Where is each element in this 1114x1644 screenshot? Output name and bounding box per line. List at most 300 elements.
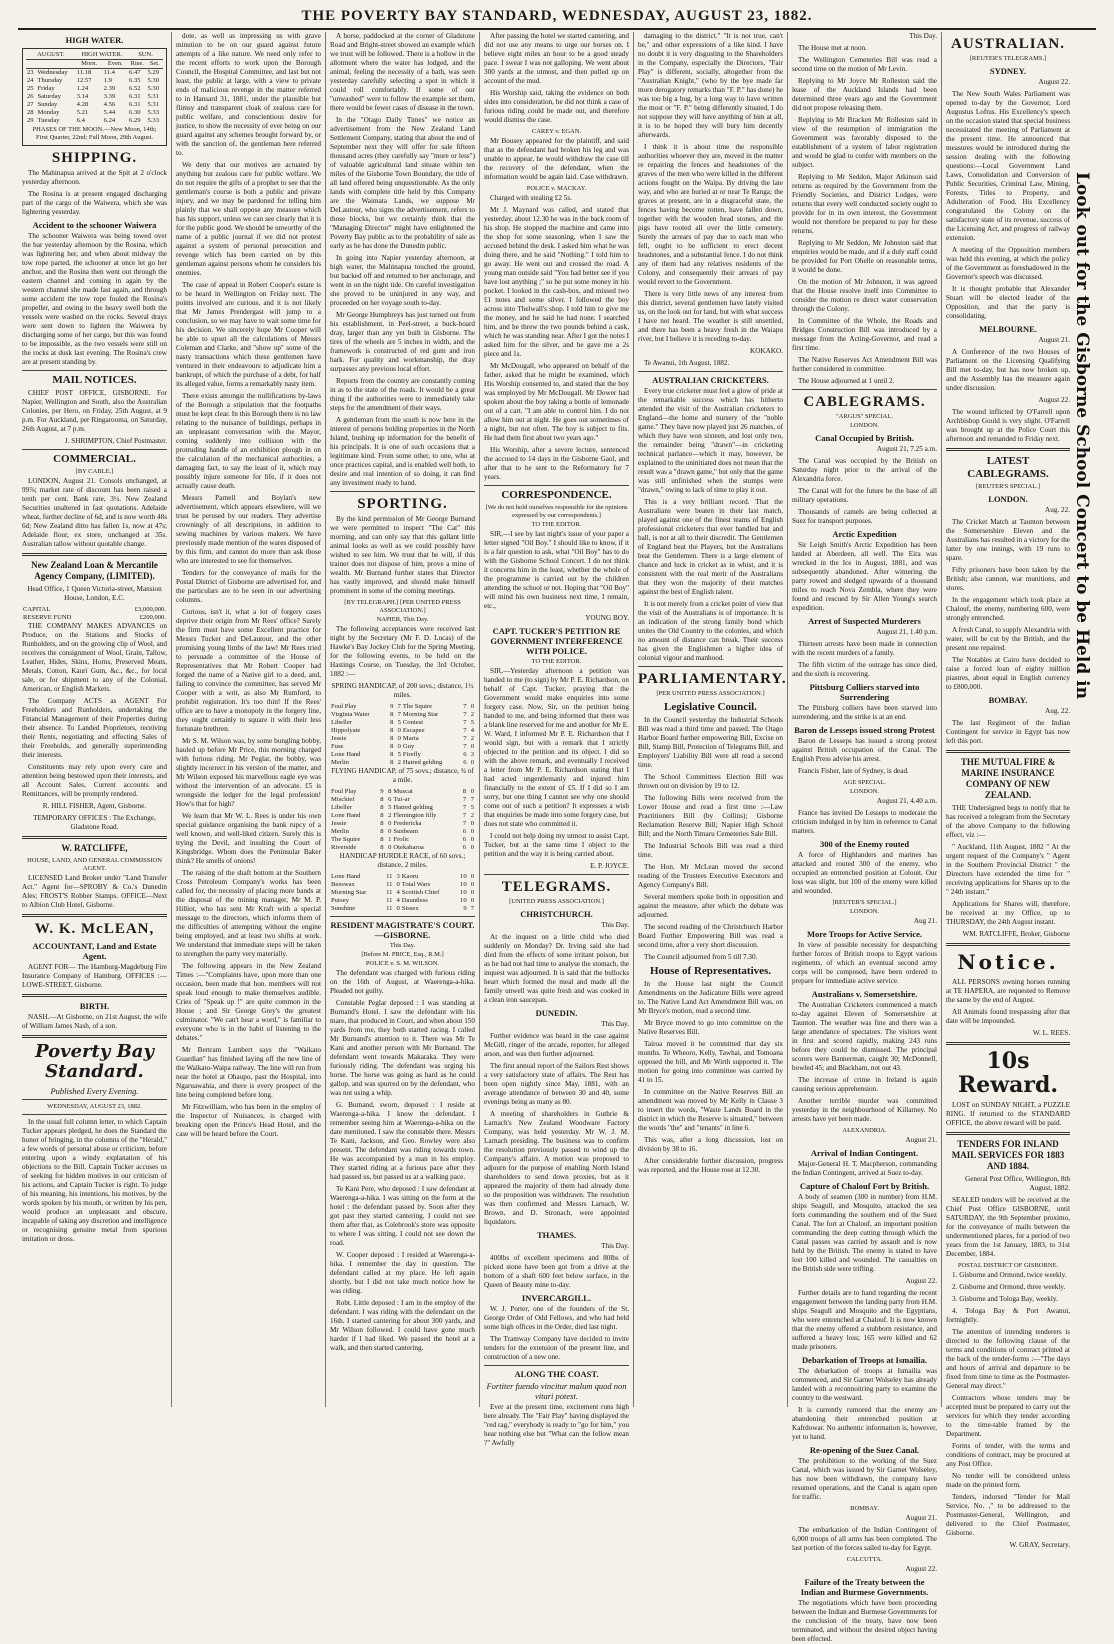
rmc-paragraph: G. Burnand, sworn, deposed : I reside at Waerenga-a-hika. I know the defendant. I remember seeing him at Waerenga-a-hika on the date mentioned. I saw the constable there. Messrs Te Kani, Jackson, and Geo. Rowley were also present. The defendant was riding towards town. He was accompanied by a man in his employ. They started riding at a furious pace after they had passed us, but passed us at a walking pace. xyxy=(330,1101,475,1181)
parliamentary-sub: [PER UNITED PRESS ASSOCIATION.] xyxy=(656,690,765,697)
legislative-council-title: Legislative Council. xyxy=(664,701,757,713)
cell: 5 xyxy=(397,751,401,758)
melb-paragraph: A Conference of the two Houses of Parliament on the Licensing Qualifying Bill met to-day, but has now broken up, and the Assembly has the measure again under discussion. xyxy=(946,348,1070,392)
column-4 xyxy=(480,32,634,1447)
cell: Mischief xyxy=(331,796,355,803)
cell: Virginia Water xyxy=(331,711,370,718)
mail-notices-title: MAIL NOTICES. xyxy=(52,374,137,386)
cell: 0 xyxy=(397,743,401,750)
canal-paragraph: The Canal was occupied by the British on Saturday night prior to the arrival of the Alexandria force. xyxy=(792,457,937,483)
cell: Otekaharoa xyxy=(393,844,424,851)
france-paragraph: France has invited De Lesseps to moderate the criticism indulged in by him in reference to Canal matters. xyxy=(792,809,937,835)
cell: 1.9 xyxy=(103,77,112,84)
table-row xyxy=(330,796,475,804)
london-paragraph: The Notables at Cairo have decided to raise a forced loan of eighty million piastres, about equal in English currency to £800,000. xyxy=(946,656,1070,691)
arrest-paragraph: Thirteen arrests have been made in connection with the recent murders of a family. xyxy=(792,640,937,657)
column-5 xyxy=(634,32,788,1407)
article-paragraph: Mr S. M. Wilson was, by some bungling bobby, hauled up before Mr Price, this morning charged with furious riding. Mr Peglar, the bobby, was slightly incorrect in his version of the matter, and Mr Wilson exposed his marvellous eagle eye was without the intervention of an advocate. £5 is wrongside the ledger for the legal profession! How's that for high? xyxy=(176,737,321,808)
dunedin-paragraph: Further evidence was heard in the case against McGill, ringer of the arcade, reporter, for alleged arson, and was then further adjourned. xyxy=(484,1032,629,1058)
reward-title: 10s Reward. xyxy=(957,1048,1059,1098)
cell: 6 xyxy=(462,836,467,843)
cell: Hippolyate xyxy=(331,727,361,734)
divider xyxy=(484,485,629,486)
cell: Firefly xyxy=(402,751,421,758)
cell: 5.29 xyxy=(147,69,160,76)
latest-cablegrams-title: LATEST CABLEGRAMS. xyxy=(967,455,1049,480)
notice-paragraph: All Animals found trespassing after that date will be impounded. xyxy=(946,1008,1070,1025)
london-heading: LONDON. xyxy=(849,908,880,915)
cell: 0 xyxy=(470,820,474,827)
cricket-paragraph: This is a very brilliant record. That the Australians were beaten in their last match, played against one of the finest teams of English professional cricketers that ever handled bat and ball, is not at all to their discredit. The Gentlemen of England beat the Players, but the Australians beat the Gentlemen. There is a large element of chance and luck in cricket as in whist, and it is consistent with the real merit of the Australians that they won the majority of their matches against the best of English talent. xyxy=(638,498,783,596)
london-paragraph: In the engagement which took place at Chalouf, the enemy, numbering 600, were strongly entrenched. xyxy=(946,596,1070,622)
published-every-evening: Published Every Evening. xyxy=(50,1086,139,1096)
arrest-paragraph: The fifth victim of the outrage has since died, and the sixth is recovering. xyxy=(792,661,937,678)
article-paragraph: We deny that our motives are actuated by anything but zealous care for public welfare. We do not require the gifts of a prophet to see that the gentleman's course is both a public and private injury, and we may be pardoned for telling him plainly that we shall oppose any measure which has his support, unless we can see clearly that it is for the public good. We should be unworthy of the name of a public journal if we did not protest against a system of personal persecution and revenge which has been carried on by this gentleman against persons whom he considers his enemies. xyxy=(176,161,322,277)
napier-paragraph: The following acceptances were received last night by the Secretary (Mr F. D. Lucas) of the Hawke's Bay Jockey Club for the Spring Meeting, for the following events, to be held on the Hastings Course, on Tuesday, the 3rd October, 1882 :— xyxy=(330,625,475,678)
australian-title: AUSTRALIAN. xyxy=(951,36,1065,52)
accident-title: Accident to the schooner Waiwera xyxy=(32,220,157,230)
masthead xyxy=(18,4,1096,30)
correspondence-letter: SIR,—Yesterday afternoon a petition was handed to me (to sign) by Mr P. E. Richardson, on behalf of Capt. Tucker, praying that the Government would make enquiries into some forgery case. Now, Sir, on the petition being handed to me, and being informed that there was a blank line reserved for me and another for Mr E. W. Ward, I informed Mr P. E. Richardson that I would sign, but with a remark that I strictly objected to the petition and its object. I did so with the above remark, and eventually I received a letter from Mr P. E. Richardson stating that I had acted ungentlemanly and injured him financially to the extent of £5. If I did so I am sorry, but one thing I cannot see why one should come out of such a petition? It expresses a wish that enquiries be made into some forgery case, but does not state who committed it. xyxy=(484,667,629,828)
article-paragraph: Replying to Mr Bracken Mr Rolleston said in view of the resumption of immigration the Government was favorably disposed to the establishment of a system of labor registration and would be glad to confer with members on the subject. xyxy=(792,116,937,169)
capital-value: £3,000,000. xyxy=(134,606,166,613)
mutual-sign: WM. RATCLIFFE, Broker, Gisborne xyxy=(962,930,1070,938)
cell: 0 xyxy=(396,905,400,912)
table-row xyxy=(330,703,475,711)
leader-paragraph: In the usual full column letter, to which Captain Tucker appears pledged, he does the Standard the honor of bringing, in the columns of the "Herald," a few words of personal abuse or criticism, before entering upon a windy explanation of his objections to the Bill. Captain Tucker accuses us of seeking for hidden motives in our criticism of his actions, and Captain Tucker is right. To judge of his meaning, his intentions, his motives, by the words spoken by his mouth, or written by his pen, would produce an unpleasant and obscure, incapable of taking any discretion and intelligence or recognising genuine metal from spurious imitation or dross. xyxy=(22,1118,167,1243)
divider xyxy=(22,914,167,917)
cell: Scottish Chief xyxy=(401,889,440,896)
sporting-paragraph: By the kind permission of Mr George Burnand we were permitted to inspect "The Cat" this morning, and can only say that this gallant little animal looks as well as we could possibly have wished to see him. We trust that he will, if this trainer does not dispose of him, prove a mine of wealth. Mr Burnand further states that Director has vastly improved, and should make himself prominent in some of the coming meetings. xyxy=(330,515,475,595)
tender-sign: W. GRAY, Secretary. xyxy=(1009,1541,1070,1549)
cell: 6.29 xyxy=(129,117,141,124)
article-paragraph: On the motion of Mr Johnston, it was agreed that the House resolve itself into Committee to consider the motion re direct water conservation through the Colony. xyxy=(792,278,937,313)
cell: Monday xyxy=(37,109,60,116)
coast-motto: Fortiter fuendo vincitur malum quod non vitari potest. xyxy=(486,1381,627,1401)
list-item: 3. Gisborne and Tologa Bay, weekly. xyxy=(952,1295,1058,1303)
tender-office: General Post Office, Wellington, 8th August, 1882. xyxy=(965,1175,1070,1192)
cell: Merlin xyxy=(331,828,349,835)
notice-paragraph: ALL PERSONS owning horses running at TE HAPERA, are requested to Remove the same by the end of August. xyxy=(946,978,1070,1004)
cell: 6.35 xyxy=(129,77,141,84)
mclean-sub: ACCOUNTANT, Land and Estate Agent. xyxy=(32,941,157,961)
london-paragraph: A fresh Canal, to supply Alexandria with water, will be cut by the British, and the present one repaired. xyxy=(946,626,1070,652)
article-paragraph: Replying to Mr Seddon, Major Atkinson said returns as required by the Government from the Friendly Societies, and District Lodges, were returns that every well conducted society ought to provide for in its own interest, the Government would not therefore be prepared to pay for these returns. xyxy=(792,173,937,235)
reward-paragraph: LOST on SUNDAY NIGHT, a PUZZLE RING. If returned to the STANDARD OFFICE, the above reward will be paid. xyxy=(946,1101,1070,1127)
cell: 28 xyxy=(27,109,34,116)
divider xyxy=(22,1114,167,1115)
cell: 0 xyxy=(470,889,474,896)
calcutta-date: August 22. xyxy=(905,1565,937,1573)
parliamentary-title: PARLIAMENTARY. xyxy=(638,671,787,687)
invercargill-paragraph: The Tramway Company have decided to invite tenders for the extension of the present line, and construction of a new one. xyxy=(484,1335,629,1361)
cell: 4 xyxy=(396,889,400,896)
notice-sign: W. L. REES. xyxy=(1032,1029,1070,1037)
cell: Libeller xyxy=(331,804,352,811)
crime-paragraph: The increase of crime in Ireland is again causing serious apprehension. xyxy=(792,1076,937,1093)
police-paragraph: Mr McDougall, who appeared on behalf of the father, asked that he might be examined, which His Worship consented to, and stated that the boy was employed by Mr McDougall. Mr Dower had spoken about the boy taking a bottle of lemonade out of a cart. "I am able to control him. I do not allow him out at night. He goes out sometimes of a night, but not often. The boy is subject to fits. He had them first about two years ago." xyxy=(484,362,629,442)
article-paragraph: In going into Napier yesterday afternoon, at high water, the Mahinapua touched the ground, but backed off and returned to her anchorage, and went in on the night tide. On careful investigation she proved to be uninjured in any way, and proceeded on her voyage south to-day. xyxy=(330,254,475,307)
house-of-representatives-title: House of Representatives. xyxy=(649,965,772,977)
cell: 26 xyxy=(27,93,34,100)
petition-title: CAPT. TUCKER'S PETITION RE GOVERNMENT INTERFERENCE WITH POLICE. xyxy=(490,626,623,656)
thames-title: THAMES. xyxy=(537,1230,576,1240)
table-row xyxy=(330,711,475,719)
bombay-paragraph: The last Regiment of the Indian Contingent for service in Egypt has now left this port. xyxy=(946,719,1070,745)
cell: Saturday xyxy=(37,93,61,100)
cell: 5.30 xyxy=(147,85,160,92)
notice-title: Notice. xyxy=(957,950,1059,974)
cell: Frolic xyxy=(393,836,410,843)
london3-date: Aug 21. xyxy=(913,917,937,925)
london-heading: LONDON. xyxy=(849,422,880,429)
table-row xyxy=(330,788,475,796)
cell: 8 xyxy=(390,727,394,734)
aug22-date: August 22. xyxy=(905,1277,937,1285)
police-paragraph: Charged with stealing £2 5s. xyxy=(490,194,572,202)
arctic-title: Arctic Expedition xyxy=(832,529,897,539)
kokako-sign: KOKAKO. xyxy=(750,347,783,355)
article-paragraph: A horse, paddocked at the corner of Gladstone Road and Bright-street showed an example which we trust will be followed. There is a hollow in the allotment where the water has lodged, and the animal, feeling the necessity of a bath, was seen yesterday carefully selecting a spot in which it could roll comfortably. If some of our "unwashed" were to follow the example set them, there would be fewer cases of disease in the town. xyxy=(330,32,475,112)
thames-paragraph: 400lbs of excellent specimens and 80lbs of picked stone have been got from a drive at the bottom of a shaft 600 feet below surface, in the Queen of Beauty mine to-day. xyxy=(484,1254,629,1289)
table-row xyxy=(26,77,163,85)
cell: 8 xyxy=(380,844,384,851)
cell: 5.30 xyxy=(147,77,160,84)
arrest-title: Arrest of Suspected Murderers xyxy=(808,616,921,626)
cell: Sunbeam xyxy=(393,828,418,835)
hr-paragraph: This was, after a long discussion, lost on division by 38 to 16. xyxy=(638,1136,783,1153)
alexandria-heading: ALEXANDRIA. xyxy=(842,1127,887,1134)
article-paragraph: Mr George Humphreys has just turned out from his establishment, in Peel-street, a buck-board dray, larger than any yet built in Gisborne. The tires of the wheels are 5 inches in width, and the framework is constructed of red gum and iron bark. For quality and workmanship, the dray surpasses any previous local effort. xyxy=(330,311,475,373)
cell: 12.57 xyxy=(76,77,92,84)
cell: 5.44 xyxy=(103,109,116,116)
hw-sub-5: Set. xyxy=(146,60,163,69)
cell: Lone Hand xyxy=(331,812,361,819)
cell: 6.52 xyxy=(129,85,141,92)
bombay1-date: August 21. xyxy=(905,1514,937,1522)
cell: 6 xyxy=(463,759,467,766)
reopen-paragraph: The prohibition to the working of the Suez Canal, which was issued by Sir Garnet Wolseley, has now been withdrawn, the company have resumed operations, and the Canal is again open for traffic. xyxy=(792,1457,937,1501)
cell: 8 xyxy=(390,719,394,726)
cell: 3.39 xyxy=(103,93,116,100)
nzl-sign: R. HILL FISHER, Agent, Gisborne. xyxy=(42,802,147,810)
table-row xyxy=(330,828,475,836)
cell: 5.33 xyxy=(147,109,160,116)
cell: 7 xyxy=(470,905,474,912)
coast-paragraph: Ever at the present time, excitement runs high here already. The "Fair Play" having displayed the "red rag," everybody is ready to "go for him," you hear nothing else but "What can the fellow mean ?" Awfully xyxy=(484,1403,629,1447)
cell: Sissex xyxy=(401,905,419,912)
somerset-paragraph: The Australian Cricketers commenced a match to-day against Eleven of Somersetshire at Taunton. The weather was fine and there was a large attendance of spectators. The visitors went in first and scored rapidly, making 243 runs before they could be dismissed. The principal scorers were Bannerman, caught 30; McDonnell, bowled 45; and Blackham, not out 43. xyxy=(792,1001,937,1072)
baron-title: Baron de Lesseps issued strong Protest xyxy=(794,725,935,735)
ratcliffe-title: W. RATCLIFFE, xyxy=(61,843,128,853)
cell: 7 xyxy=(462,820,467,827)
reuter-telegrams: [REUTER'S TELEGRAMS.] xyxy=(969,55,1047,62)
london-heading: LONDON. xyxy=(988,494,1028,504)
alex-date: August 21. xyxy=(905,1136,937,1144)
melb-date2: August 22. xyxy=(1038,396,1070,404)
column-2 xyxy=(172,32,326,1407)
pittsburg-paragraph: The Pittsburg colliers have been starved into surrendering, and the strike is at an end. xyxy=(792,704,937,721)
dunedin-paragraph: A meeting of shareholders in Guthrie & Larnach's New Zealand Woodware Factory Company, was held yesterday. Mr W. J. M. Larnach presiding. The business was to confirm the resolution previously passed to wind up the Company's affairs. A motion was proposed to adjourn for the purpose of enabling North Island shareholders to send down proxies, but as it appeared the majority of them had already done so the proposition was withdrawn. The resolution was then confirmed and Messrs Larnach, W. Brown, and D. Stronach, were appointed liquidators. xyxy=(484,1110,629,1226)
table-row xyxy=(330,804,475,812)
article-paragraph: Replying to Mr Joyce Mr Rolleston said the lease of the Auckland Islands had been determined three years ago and the Government did not propose releasing them. xyxy=(792,77,937,112)
cell: Pursey xyxy=(331,897,349,904)
reopen-title: Re-opening of the Suez Canal. xyxy=(809,1445,920,1455)
cell: 8 xyxy=(390,743,394,750)
cell: 0 xyxy=(397,735,401,742)
cell: 4.56 xyxy=(103,101,116,108)
capital-label: CAPITAL xyxy=(23,606,51,613)
lc-paragraph: The Council adjourned from 5 till 7.30. xyxy=(644,953,758,961)
cell: Contest xyxy=(402,719,424,726)
article-paragraph: The following appears in the New Zealand Times :—"Complaints have, upon more than one occasion, been made that hon. members will not speak loud enough to make themselves audible. Cries of "Speak up !" are quite common in the House ; and Sir George Grey's the greatest culminator. "We can't hear a word," is familiar to everyone who is in the habit of listening to the debates." xyxy=(176,962,321,1042)
temp-offices: TEMPORARY OFFICES : The Exchange, Gladstone Road. xyxy=(33,814,156,831)
melbourne-heading: MELBOURNE. xyxy=(979,324,1037,334)
hurdle-title: HANDICAP HURDLE RACE, of 60 sovs.; distance, 2 miles. xyxy=(339,852,466,869)
rmc-paragraph: Robt. Little deposed : I am in the employ of the defendant. I was riding with the defendant on the 16th. I started cantering for about 300 yards, and Mr Wilson followed. I could have gone much harder if I had liked. We passed the hotel at a walk, and then started cantering. xyxy=(330,1299,475,1352)
rmc-paragraph: Constable Peglar deposed : I was standing at Burnand's Hotel. I saw the defendant with his mare, that produced in Court, and when about 150 yards from me, they both started racing. I called Mr Burnand's attention to it. There was Mr Te Kani and another person with Mr Burnand. The defendant went towards Makaraka. They were furiously riding. The defendant was urging his horse. The horse was going as hard as he could gallop, and was spurred on by the defendant, who was not using a whip. xyxy=(330,999,475,1097)
masthead-title: THE POVERTY BAY STANDARD, WEDNESDAY, AUGUST 23, 1882. xyxy=(301,7,813,24)
article-paragraph: Reports from the country are constantly coming in as to the state of the roads. It would be a great thing if the authorities were to immediately take steps for the amendment of their ways. xyxy=(330,377,475,412)
sydney-paragraph: A meeting of the Opposition members was held this evening, at which the policy of the Government as foreshadowed in the Governor's speech was discussed. xyxy=(946,246,1070,281)
cell: 4 xyxy=(396,897,400,904)
telegrams-sub: [UNITED PRESS ASSOCIATION.] xyxy=(509,898,604,905)
article-paragraph: damaging to the district." "It is not true, can't be," and other expressions of a like kind. I have no doubt it is very disgusting to the Shareholders in the Company, especially the Directors, "Fair Play" is different, socially, altogether from the "Australian Knight," (who by the bye made far more derogatory remarks than "F. P." has done) he was too big a bug, by a long way to have written the most or "F. P." being differently situated, I do not suppose they will have anything of him at all, it is to be hoped they will bury him decently afterwards. xyxy=(638,32,783,139)
divider xyxy=(22,1099,167,1100)
age-special: AGE SPECIAL. xyxy=(843,779,886,786)
napier-sub: [BY TELEGRAPH.] [PER UNITED PRESS ASSOCIATION.] xyxy=(344,599,461,614)
rmc-date: This Day. xyxy=(389,942,416,949)
cell: 4 xyxy=(470,727,474,734)
cell: 10 xyxy=(460,897,467,904)
cell: 8 xyxy=(390,751,394,758)
table-row xyxy=(330,889,475,897)
cell: 6.24 xyxy=(103,117,116,124)
dunedin-date: This Day. xyxy=(601,1020,629,1028)
hw-head-water: HIGH WATER. xyxy=(76,51,128,60)
cell: 24 xyxy=(27,77,34,84)
divider xyxy=(946,448,1070,451)
hw-sub-4: Rise. xyxy=(128,60,146,69)
cell: 3 xyxy=(470,751,474,758)
list-item: 2. Gisborne and Ormond, three weekly. xyxy=(952,1283,1066,1291)
lc-paragraph: In the Council yesterday the Industrial Schools Bill was read a third time and passed. The Otago Harbor Board further empowering Bill, Excise on Bill, Stamp Bill, Protection of Telegrams Bill, and Employers' Liability Bill were all read a second time. xyxy=(638,716,783,769)
cell: 0 xyxy=(470,836,474,843)
indian-title: Arrival of Indian Contingent. xyxy=(810,1148,919,1158)
cell: Riverside xyxy=(331,844,357,851)
arrest-date: August 21, 1.40 p.m. xyxy=(876,628,937,636)
nzl-office: Head Office, 1 Queen Victoria-street, Mansion House, London, E.C. xyxy=(27,585,162,602)
divider xyxy=(792,389,937,390)
table-row xyxy=(330,743,475,751)
cell: Sunshine xyxy=(331,905,356,912)
cell: 7 xyxy=(397,703,401,710)
cell: Foul Play xyxy=(331,788,357,795)
cell: Maria xyxy=(402,735,419,742)
cell: 0 xyxy=(470,828,474,835)
table-row xyxy=(26,109,163,117)
cell: 0 xyxy=(470,759,474,766)
lc-paragraph: The School Committees Election Bill was thrown out on division by 19 to 12. xyxy=(638,773,783,790)
cricket-paragraph: It is not merely from a cricket point of view that the visit of the Australians is of importance. It is an indication of the strong family bond which unites the Old Country to the colonies, and which no amount of distance can break. Their success has given the Englishmen a higher idea of colonial vigour and manhood. xyxy=(638,600,783,662)
divider xyxy=(946,1042,1070,1045)
cell: 0 xyxy=(396,881,400,888)
cell: Thursday xyxy=(37,77,63,84)
article-paragraph: The House met at noon. xyxy=(798,44,867,52)
this-day: This Day. xyxy=(909,32,937,40)
shipping-title: SHIPPING. xyxy=(51,150,138,166)
table-row xyxy=(330,759,475,767)
cell: 5.31 xyxy=(147,101,160,108)
cell: 0 xyxy=(388,820,392,827)
cell: 6 xyxy=(463,751,467,758)
cell: 8 xyxy=(380,820,384,827)
cell: Wednesday xyxy=(37,69,68,76)
spring-table xyxy=(330,703,475,767)
invercargill-paragraph: W. J. Porter, one of the founders of the St. George Order of Odd Fellows, and who had held some high offices in the Order, died last night. xyxy=(484,1305,629,1331)
hw-sub-1 xyxy=(36,60,75,69)
article-paragraph: dote, as well as impressing us with grave minution to be on our guard against future attempts of a like nature. We need only refer to the recent efforts to work upon the Borough Council, the Hospital Committee, and last but not least, the public at large, with a view to private ends of malicious revenge in the matter referred to in Hansard 31, 1881, under the plausible but flimsy and transparent cloak of zealous care for public welfare, and conscientious desire for justice, to show the necessity of ever being on our guard against any schemes brought forward by, or with the sanction of, the gentleman here referred to. xyxy=(176,32,321,157)
cell: 5 xyxy=(397,719,401,726)
cell: 8 xyxy=(390,711,394,718)
cell: 8 xyxy=(388,788,392,795)
reserve-label: RESERVE FUND xyxy=(23,614,72,621)
chalouf-title: Capture of Chalouf Fort by British. xyxy=(799,1181,930,1191)
table-row xyxy=(330,897,475,905)
table-row xyxy=(330,735,475,743)
london-heading: LONDON. xyxy=(849,788,880,795)
cell: 8 xyxy=(380,804,384,811)
article-paragraph: In the "Otago Daily Times" we notice an advertisement from the New Zealand Land Settlement Company, stating that about the end of September next they will offer for sale fifteen thousand acres (they carefully say "more or less") of valuable agricultural land situate within ten miles of the Gisborne Town Boundary, the title of all land offered being unquestionable. As the only lands with complete title held by this Company are the Waimata Lands, we suppose Mr DeLautour, who signs the advertisement, refers to those blocks, but we certainly think that the "Managing Director" might have enlightened the Poverty Bay public as to the probability of sale as early as he has done the Dunedin public. xyxy=(330,116,475,250)
cell: 11 xyxy=(386,905,393,912)
shipping-paragraph: The Mahinapua arrived at the Spit at 2 o'clock yesterday afternoon. xyxy=(22,169,167,186)
police-case: POLICE v. MACKAY. xyxy=(526,185,587,192)
cell: 7 xyxy=(463,711,467,718)
cell: The Squire xyxy=(402,703,433,710)
divider xyxy=(638,371,783,372)
shipping-paragraph: The Rosina is at present engaged discharging part of the cargo of the Waiwera, which she was lightering yesterday. xyxy=(22,190,167,216)
mutual-paragraph: THE Undersigned begs to notify that he has received a telegram from the Secretary of the above Company to the following effect, viz :— xyxy=(946,804,1070,839)
high-water-title: HIGH WATER. xyxy=(65,35,124,45)
thames-date: This Day. xyxy=(601,1242,629,1250)
carey-case: CAREY v. EGAN. xyxy=(531,128,582,135)
cell: Libeller xyxy=(331,719,352,726)
table-row xyxy=(330,751,475,759)
cell: Tuesday xyxy=(37,117,60,124)
cell: Merlin xyxy=(331,759,349,766)
cell: The Squire xyxy=(331,836,361,843)
cell: 8 xyxy=(380,828,384,835)
bombay-date: Aug. 22. xyxy=(1045,707,1070,715)
argus-special: "ARGUS" SPECIAL. xyxy=(836,413,893,420)
aus-cricket-title: AUSTRALIAN CRICKETERS. xyxy=(652,375,769,385)
cell: Kaoru xyxy=(401,873,419,880)
dateline: WEDNESDAY, AUGUST 23, 1882. xyxy=(47,1103,142,1110)
rmc-before: [Before M. PRICE, Esq., R.M.] xyxy=(361,951,444,958)
article-paragraph: Messrs Parnell and Boylan's new advertisement, which appears elsewhere, will we trust be perused by our readers. They advertise crowningly of all descriptions, in addition to sewing machines by various makers. We have previously made mention of the wares disposed of by this firm, and cannot do more than ask those who are interested to see for themselves. xyxy=(176,494,321,565)
cell: 29 xyxy=(27,117,34,124)
rumor-paragraph: It is currently rumored that the enemy are abandoning their entrenched position at Kafrdowar. No authentic information is, however, yet to hand. xyxy=(792,1406,937,1441)
tender-paragraph: Forms of tender, with the terms and conditions of contract, may be procured at any Post Office. xyxy=(946,1442,1070,1468)
table-row xyxy=(330,905,475,913)
article-paragraph: The Native Reserves Act Amendment Bill was further considered in committee. xyxy=(792,356,937,373)
london-paragraph: Fifty prisoners have been taken by the British; also cannon, war munitions, and stores. xyxy=(946,566,1070,592)
cell: Morning Star xyxy=(402,711,439,718)
correspondence-to: TO THE EDITOR. xyxy=(531,521,582,528)
column-1 xyxy=(18,32,172,1407)
article-paragraph: The raising of the shaft bottom at the Southern Cross Petroleum Company's works has been called for, the necessity of placing more bands at the disposal of the mining manager, Mr M. P. Hilliot, who has sent Mr Kraft with a special message to the directors, which informs them of the difficulties of attempting without the engine being employed, and at least two shifts at work. We understand that immediate steps will be taken to strengthen the party very materially. xyxy=(176,869,321,958)
hw-head-sun: SUN. xyxy=(128,51,163,60)
tender-title: TENDERS FOR INLAND MAIL SERVICES FOR 1883 AND 1884. xyxy=(951,1139,1065,1171)
sydney-paragraph: It is thought probable that Alexander Stuart will be elected leader of the Opposition, and that the party is consolidating. xyxy=(946,285,1070,320)
dunedin-paragraph: The first annual report of the Sailors Rest shows a very satisfactory state of affairs. The Rest has been open nightly since May, 1881, with an average attendance of between 30 and 40, some evenings being as many as 80. xyxy=(484,1062,629,1106)
article-paragraph: I think it is about time the responsible authorities whoever they are, moved in the matter re repairing the fences and headstones of the graves of the men who were killed in the different actions fought on the Waipa. By driving the late way, and who are buried at or near Te Ranga; the graves at present, are in a disgraceful state, the fences having become rotten, have fallen down, together with the wooden head stones, and the pigs have rooted all over the little cemetery. Surely the arrears of pay due to each man who fell, ought to be sufficient to erect decent headstones, and a substantial fence. I do not think any of them had any relatives residents of the Colony, and consequently their arrears of pay would revert to the Government. xyxy=(638,143,783,286)
table-row xyxy=(330,836,475,844)
cell: 8 xyxy=(462,788,467,795)
cell: 6.4 xyxy=(76,117,85,124)
cell: Foul Play xyxy=(331,703,357,710)
cell: 0 xyxy=(470,788,474,795)
article-paragraph: Curious, isn't it, what a lot of forgery cases deprive their origin from Mr Rees' office? Surely the firm must have some Excellent practice for Messrs Tucker and DeLautour, and the other promising young limbs of the law! Mr Rees tried to persuade a committee of the House of Representatives that Mr Robert Cooper had forged the name of a Native girl to a deed, and, failing to convince the committee, has served Mr Cooper with a writ, as also Mr Rumford, to prohibit registration. It's too thin! If the Rees' office are to have a monopoly in the forgery line, they ought certainly to square it with their less fortunate brethren. xyxy=(176,608,321,733)
cell: Friday xyxy=(37,85,55,92)
cell: 1.24 xyxy=(76,85,89,92)
article-paragraph: There exists amongst the nullifications by-laws of the Borough a stipulation that the footpaths must be kept clear. In this Borough there is no law relating to the nuisance of buildings, perhaps in an unpleasant conversation with the Mayor, coming suddenly into collision with the protruding handle of an exhibition plough in on the calculation of the mechanical authorities, a damaging fact, to say the least of it, which may possibly injure someone for life, if it does not actually cause death. xyxy=(176,392,321,490)
arctic-paragraph: Sir Leigh Smith's Arctic Expedition has been landed at Aberdeen, all well. The Eira was wrecked in the Ice in August, 1881, and was subsequently abandoned. After wintering the party rowed and sledged upwards of a thousand miles to reach Nova Zembla, where they were found and rescued by Sir Allen Young's search expedition. xyxy=(792,541,937,612)
article-paragraph: Mr Fitzwilliam, who has been in the employ of the Inspector of Nuisances, is charged with breaking open the Prince's Head Hotel, and the case will be heard before the Court. xyxy=(176,1103,321,1138)
tender-paragraph: Tenders, indorsed "Tender for Mail Service, No. ," to be addressed to the Postmaster-General, Wellington, and delivered to the Chief Postmaster, Gisborne. xyxy=(946,1493,1070,1537)
mutual-title: THE MUTUAL FIRE & MARINE INSURANCE COMPANY OF NEW ZEALAND. xyxy=(960,757,1056,800)
article-paragraph: There is very little news of any interest from this district, several gentlemen have lately visited us, on the look out for land, but with what success I have not heard. The weather is still unsettled, and there has been a heavy fresh in the Waiapu river, but I believe it is receding to-day. xyxy=(638,290,783,343)
sporting-title: SPORTING. xyxy=(357,496,448,512)
cell: 6 xyxy=(462,844,467,851)
column-6 xyxy=(788,32,942,1643)
article-paragraph: In Committee of the Whole, the Roads and Bridges Construction Bill was introduced by a message from the Acting-Governor, and read a first time. xyxy=(792,317,937,352)
tender-paragraph: No tender will be considered unless made on the printed form. xyxy=(946,1472,1070,1489)
cell: 10 xyxy=(460,881,467,888)
table-row xyxy=(26,93,163,101)
article-paragraph: A gentleman from the south is now here in the interest of persons holding properties in the North Island, bushing up information for the benefit of his principals. It is one of such occasions that a legitimate kind. From some other, to one, who at once practices capital, and is enabled well both, to desire and real intention of so doing, it can find any investment ready to hand. xyxy=(330,416,475,487)
cell: 10 xyxy=(460,889,467,896)
tender-paragraph: SEALED tenders will be received at the Chief Post Office GISBORNE, until SATURDAY, the 9th September proximo, for the conveyance of mails between the undermentioned places, for a period of two years from the 1st January, 1883, to 31st December, 1884. xyxy=(946,1196,1070,1258)
column-3 xyxy=(326,32,480,1407)
cell: 0 xyxy=(397,727,401,734)
cell: 11 xyxy=(386,889,393,896)
christchurch-date: This Day. xyxy=(601,921,629,929)
canal-paragraph: Thousands of camels are being collected at Suez for transport purposes. xyxy=(792,508,937,525)
cell: 7 xyxy=(470,796,474,803)
cell: 5.31 xyxy=(147,93,160,100)
reuter-special: [REUTER'S SPECIAL.] xyxy=(832,899,897,906)
cell: 3.14 xyxy=(76,93,89,100)
table-row xyxy=(330,873,475,881)
column-7 xyxy=(942,32,1096,1549)
bombay1-paragraph: The embarkation of the Indian Contingent of 6,000 troops of all arms has been completed. The last portion of the forces sailed to-day for Egypt. xyxy=(792,1526,937,1552)
cell: 27 xyxy=(27,101,34,108)
bombay-heading: BOMBAY. xyxy=(988,695,1028,705)
rmc-paragraph: The defendant was charged with furious riding on the 16th of August, at Waerenga-a-hika. Pleaded not guilty. xyxy=(330,969,475,995)
article-paragraph: The House adjourned at 1 until 2. xyxy=(798,377,895,385)
chalouf-paragraph: A body of seamen (300 in number) from H.M. ships Seagull, and Mosquito, attacked the sea forts commanding the southern end of the Suez Canal. The fort at Chalouf, an important position commanding the deep cutting through which the Canal passes was carried by assault and is now held by the British. The enemy is stated to have lost 100 killed and wounded. The casualties on the British side were trifling. xyxy=(792,1193,937,1273)
cell: Hatred gelding xyxy=(393,804,433,811)
cell: 1 xyxy=(388,836,392,843)
cell: 5.21 xyxy=(76,109,89,116)
murder-paragraph: Another terrible murder was committed yesterday in the neighbourhood of Killarney. No arrests have yet been made. xyxy=(792,1097,937,1123)
divider xyxy=(22,1035,167,1038)
lc-paragraph: The second reading of the Christchurch Harbor Board Further Empowering Bill was read a second time, after a very short discussion. xyxy=(638,923,783,949)
article-paragraph: We learn that Mr W. L. Rees is under his own special guidance organising the bank rupcy of a well known, and well-liked citizen. Surely this is trying the Devil, and insulting the Court of Kingsbridge. Whom does the Peninsular Baker think? He smells of onions! xyxy=(176,812,321,865)
christchurch-paragraph: At the inquest on a little child who died suddenly on Monday? Dr. Irving said she had died from the effects of some irritant poison, but as he had not had time to analyse the stomach, the inquest was adjourned. It is said that the bullocks heart which formed the meal and made all the family unwell was quite fresh and was cooked in a clean iron saucepan. xyxy=(484,933,629,1004)
cell: 7 xyxy=(463,727,467,734)
